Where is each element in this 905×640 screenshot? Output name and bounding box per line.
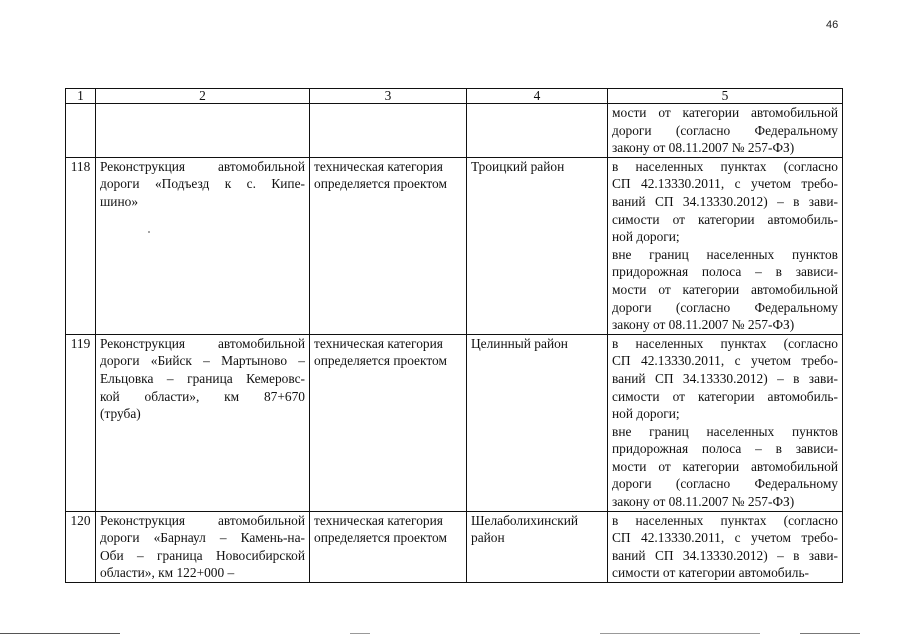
column-header-4: 4	[467, 89, 608, 104]
table-row	[66, 104, 843, 158]
category-cell	[310, 104, 467, 158]
district-line: Целинный район	[471, 335, 568, 351]
district-line: Троицкий район	[471, 158, 565, 174]
road-name-line: дороги «Барнаул – Камень-на-	[100, 530, 305, 546]
zone-line: симости от категории автомобиль-	[612, 565, 810, 581]
zone-cell	[608, 157, 843, 334]
road-name-line: дороги «Подъезд к с. Кипе-	[100, 176, 305, 192]
road-name-line: Реконструкция автомобильной	[100, 335, 305, 351]
zone-line: ваний СП 34.13330.2012) – в зави-	[612, 547, 838, 563]
road-name-cell	[96, 511, 310, 582]
row-number-cell	[66, 104, 96, 158]
road-name-cell	[96, 104, 310, 158]
scan-speck	[148, 231, 150, 233]
category-line: определяется проектом	[314, 353, 447, 369]
road-name-line: Реконструкция автомобильной	[100, 512, 305, 528]
zone-cell	[608, 511, 843, 582]
zone-line: ной дороги;	[612, 229, 680, 245]
table-row	[66, 511, 843, 582]
zone-line: в населенных пунктах (согласно	[612, 335, 838, 351]
zone-line: придорожная полоса – в зависи-	[612, 441, 838, 457]
column-header-3: 3	[310, 89, 467, 104]
zone-line: мости от категории автомобильной	[612, 105, 838, 120]
zone-line: мости от категории автомобильной	[612, 458, 838, 474]
zone-line: вне границ населенных пунктов	[612, 423, 838, 439]
zone-cell	[608, 104, 843, 158]
road-name-line: области», км 122+000 –	[100, 565, 235, 581]
category-cell	[310, 511, 467, 582]
bottom-scan-artifact-line	[800, 633, 860, 634]
zone-line: СП 42.13330.2011, с учетом требо-	[612, 176, 838, 192]
road-name-line: дороги «Бийск – Мартыново –	[100, 353, 305, 369]
category-line: определяется проектом	[314, 176, 447, 192]
category-line: техническая категория	[314, 158, 443, 174]
zone-line: закону от 08.11.2007 № 257-ФЗ)	[612, 140, 795, 156]
district-cell	[467, 334, 608, 511]
district-cell	[467, 104, 608, 158]
zone-line: ваний СП 34.13330.2012) – в зави-	[612, 193, 838, 209]
district-line: Шелаболихинский	[471, 512, 579, 528]
table-row	[66, 334, 843, 511]
column-header-1: 1	[66, 89, 96, 104]
road-name-line: Оби – граница Новосибирской	[100, 547, 305, 563]
district-cell	[467, 157, 608, 334]
category-cell	[310, 157, 467, 334]
road-reconstruction-table	[65, 88, 843, 583]
road-name-line: Реконструкция автомобильной	[100, 158, 305, 174]
bottom-scan-artifact-line	[600, 633, 760, 634]
zone-line: придорожная полоса – в зависи-	[612, 264, 838, 280]
column-header-5: 5	[608, 89, 843, 104]
column-header-2: 2	[96, 89, 310, 104]
category-line: техническая категория	[314, 335, 443, 351]
zone-line: ваний СП 34.13330.2012) – в зави-	[612, 370, 838, 386]
district-line: район	[471, 530, 505, 546]
table-row	[66, 157, 843, 334]
zone-line: дороги (согласно Федеральному	[612, 476, 838, 492]
zone-cell	[608, 334, 843, 511]
zone-line: в населенных пунктах (согласно	[612, 512, 838, 528]
road-name-line: кой области», км 87+670	[100, 388, 305, 404]
bottom-scan-artifact-line	[0, 633, 120, 634]
road-name-line: шино»	[100, 193, 139, 209]
zone-line: СП 42.13330.2011, с учетом требо-	[612, 353, 838, 369]
row-number-cell: 118	[66, 157, 96, 334]
zone-line: закону от 08.11.2007 № 257-ФЗ)	[612, 317, 795, 333]
bottom-scan-artifact-line	[350, 633, 370, 634]
row-number-cell: 119	[66, 334, 96, 511]
category-line: техническая категория	[314, 512, 443, 528]
zone-line: СП 42.13330.2011, с учетом требо-	[612, 530, 838, 546]
zone-line: ной дороги;	[612, 406, 680, 422]
road-name-line: Ельцовка – граница Кемеровс-	[100, 370, 305, 386]
category-cell	[310, 334, 467, 511]
zone-line: симости от категории автомобиль-	[612, 211, 838, 227]
zone-line: дороги (согласно Федеральному	[612, 122, 838, 138]
zone-line: в населенных пунктах (согласно	[612, 158, 838, 174]
table-body	[66, 89, 843, 583]
zone-line: закону от 08.11.2007 № 257-ФЗ)	[612, 494, 795, 510]
page-number: 46	[826, 19, 839, 31]
zone-line: вне границ населенных пунктов	[612, 246, 838, 262]
zone-line: симости от категории автомобиль-	[612, 388, 838, 404]
zone-line: дороги (согласно Федеральному	[612, 299, 838, 315]
road-name-line: (труба)	[100, 406, 141, 422]
road-name-cell	[96, 157, 310, 334]
district-cell	[467, 511, 608, 582]
column-number-row	[66, 89, 843, 104]
zone-line: мости от категории автомобильной	[612, 281, 838, 297]
road-name-cell	[96, 334, 310, 511]
category-line: определяется проектом	[314, 530, 447, 546]
row-number-cell: 120	[66, 511, 96, 582]
